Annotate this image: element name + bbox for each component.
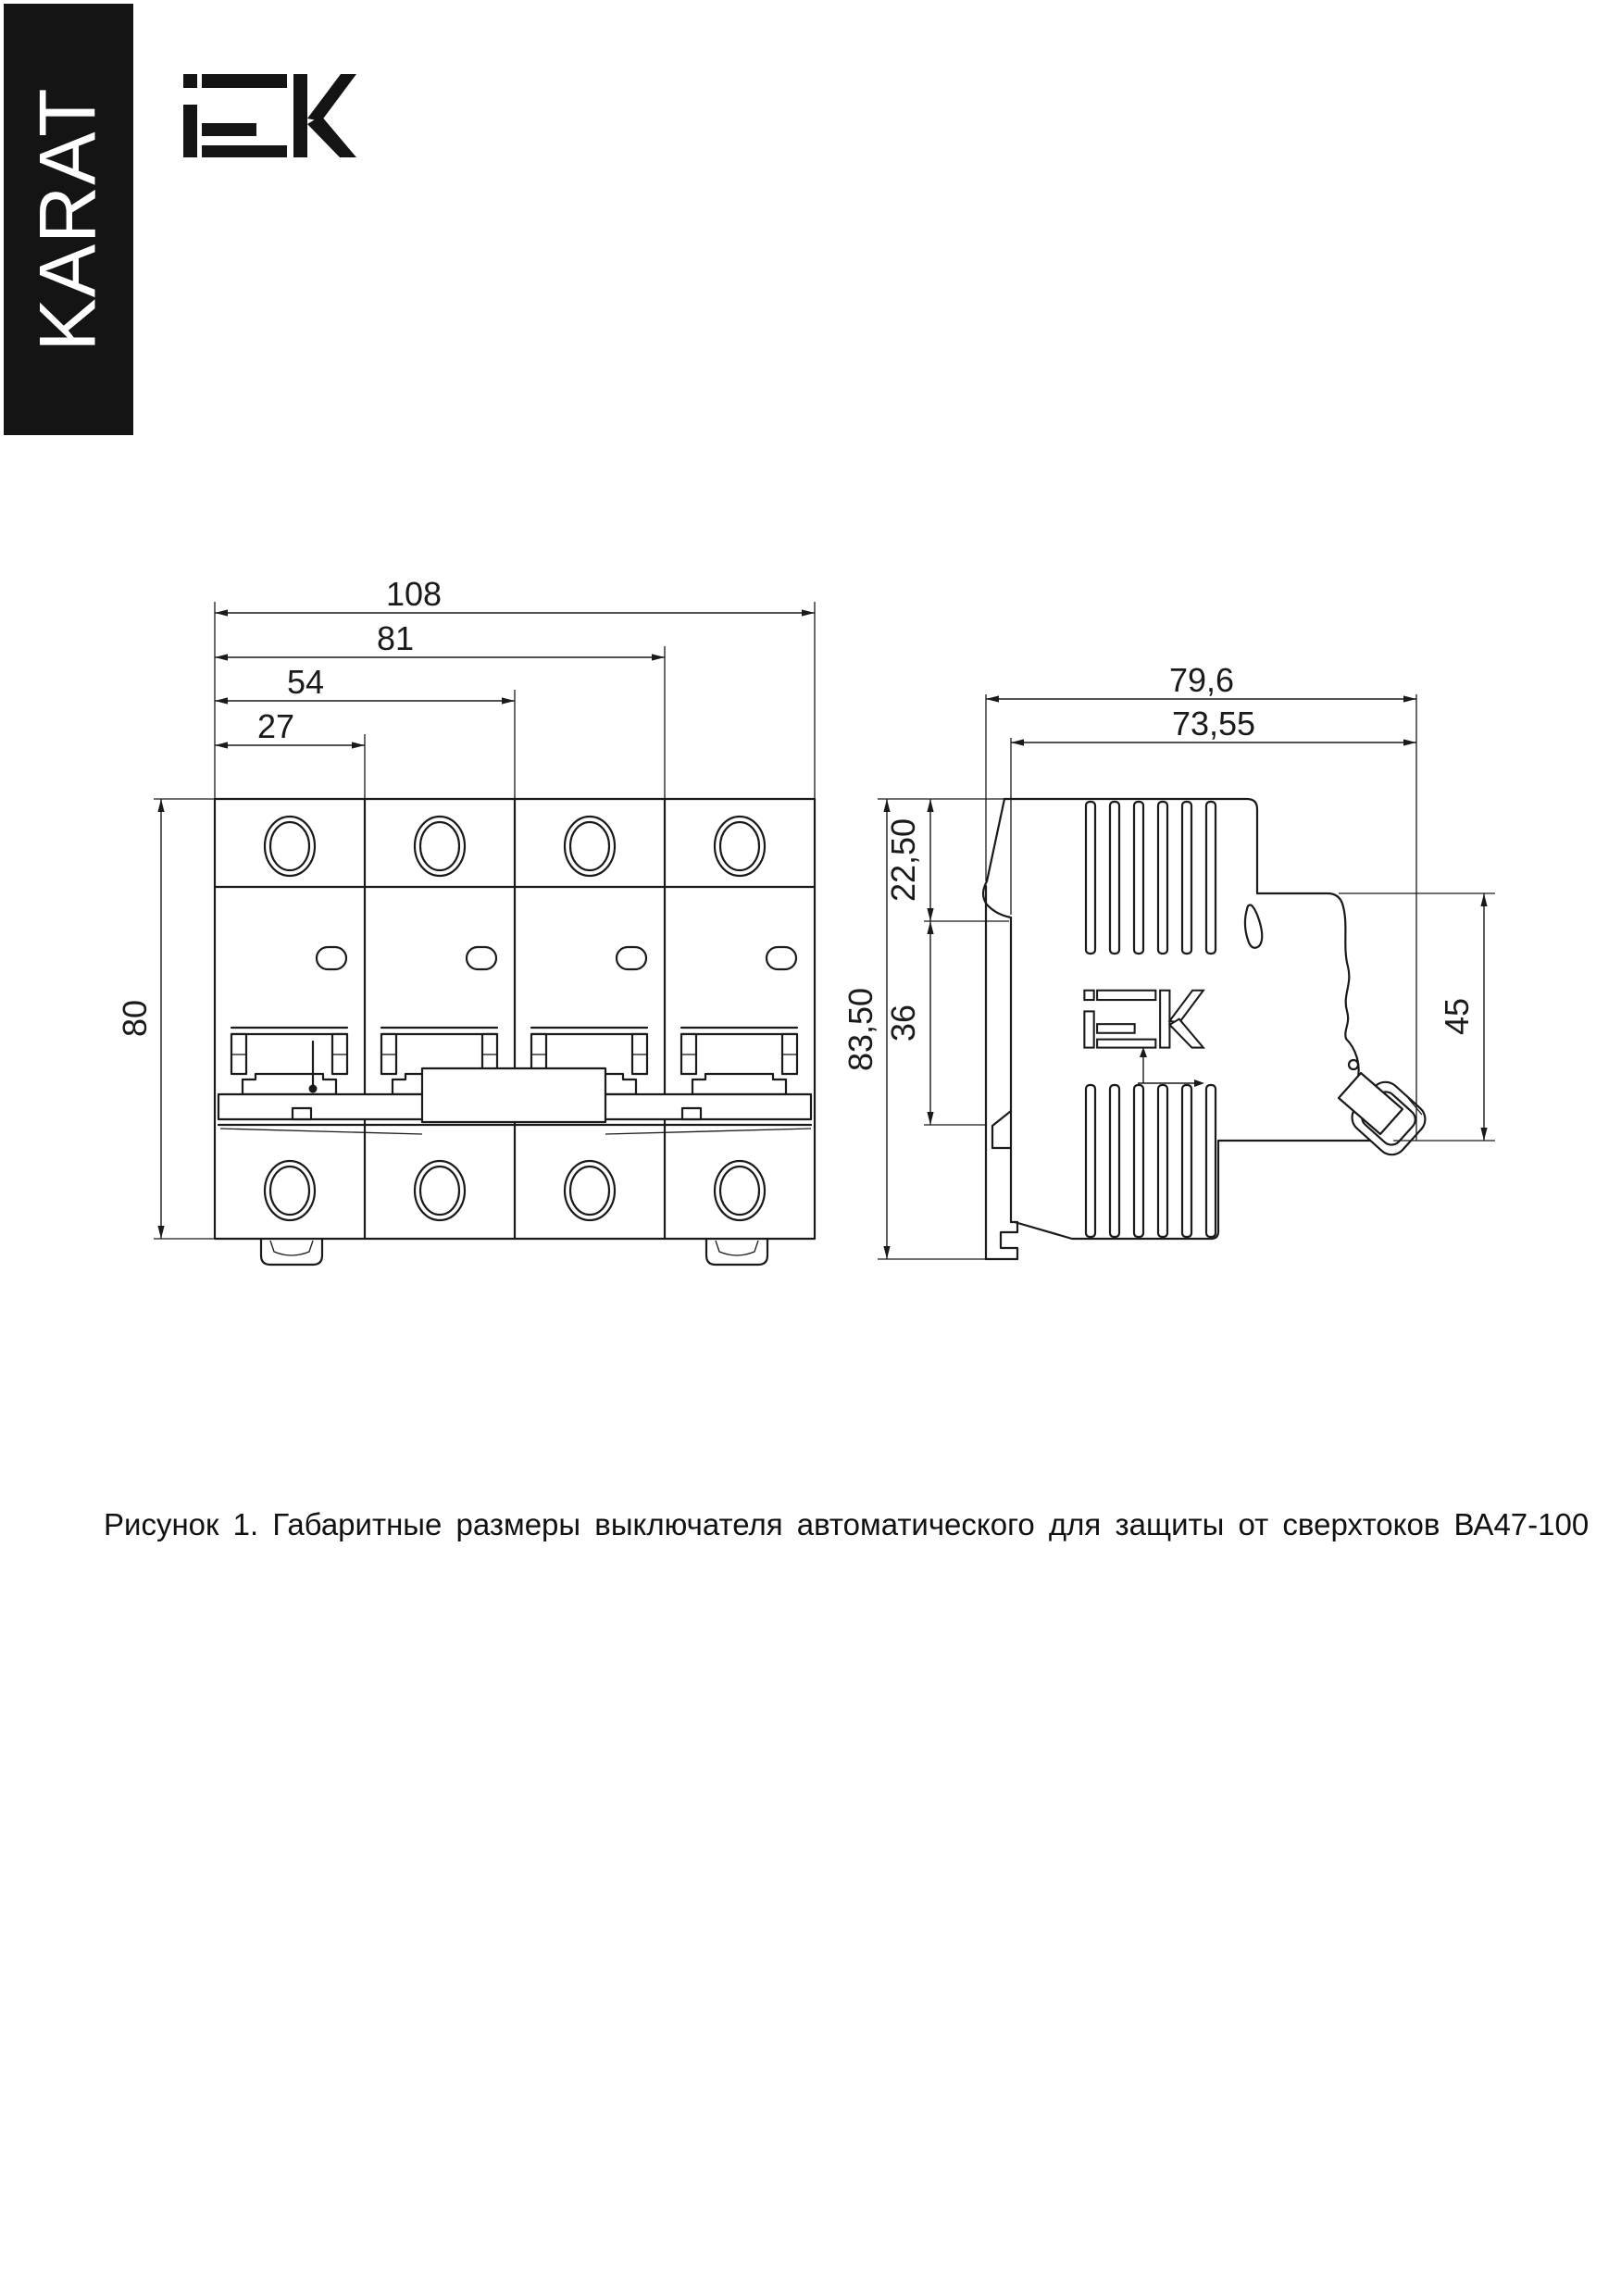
iek-k-upper-arm [307,74,356,121]
din-rail-side [924,799,1017,1259]
din-clip-side [986,1222,1017,1259]
figure-caption: Рисунок 1. Габаритные размеры выключателя автоматического для защиты от сверхтоков ВА47-100 [104,1507,1590,1541]
dim-label-45: 45 [1438,997,1476,1036]
karat-banner [4,4,133,435]
pivot-pin [1349,1060,1358,1069]
iek-e-bottom-bar [202,145,287,157]
tie-bar-tab [293,1108,311,1119]
dim-label-83-50: 83,50 [842,987,879,1072]
din-clips-front [261,1239,767,1265]
iek-e-mid-bar [202,123,256,136]
dim-label-27: 27 [256,707,295,745]
iek-i-stem [183,105,197,157]
embossed-iek-logo [1084,991,1203,1048]
lower-vent-slots [1086,1085,1216,1237]
dim-label-79-6: 79,6 [1168,661,1235,699]
iek-logo-glyphs [183,74,356,157]
dim-label-36: 36 [884,1004,922,1042]
iek-k-stem [293,74,307,157]
iek-logo [181,70,359,163]
sealing-slot [1245,905,1262,948]
technical-drawing [0,555,1621,1315]
module-dividers [365,799,665,1239]
dim-label-22-50: 22,50 [884,817,922,903]
bar-slant-line [605,1129,811,1134]
iek-e-top-bar [202,74,287,88]
iek-k-lower-arm [307,116,356,157]
dim-label-73-55: 73,55 [1171,705,1256,742]
molded-arrows [1138,1047,1204,1087]
bar-slant-line [220,1129,422,1134]
front-dimensions [116,575,815,1239]
upper-vent-slots [1086,802,1216,954]
marking-slots [317,947,796,969]
toggle-module [681,1028,797,1094]
side-view [842,661,1495,1259]
iek-i-dot [183,74,197,88]
dim-label-80: 80 [116,999,154,1038]
tie-bar-tab [682,1108,701,1119]
toggle-handle-side [1339,1073,1431,1161]
karat-label: KARAT [23,87,113,352]
front-view [116,575,815,1265]
toggle-module [231,1028,347,1094]
central-handle-plate [422,1068,605,1122]
rail-lower-hook [992,1111,1011,1148]
dim-label-108: 108 [385,575,443,613]
dim-label-54: 54 [286,663,325,701]
dim-label-81: 81 [376,619,415,657]
